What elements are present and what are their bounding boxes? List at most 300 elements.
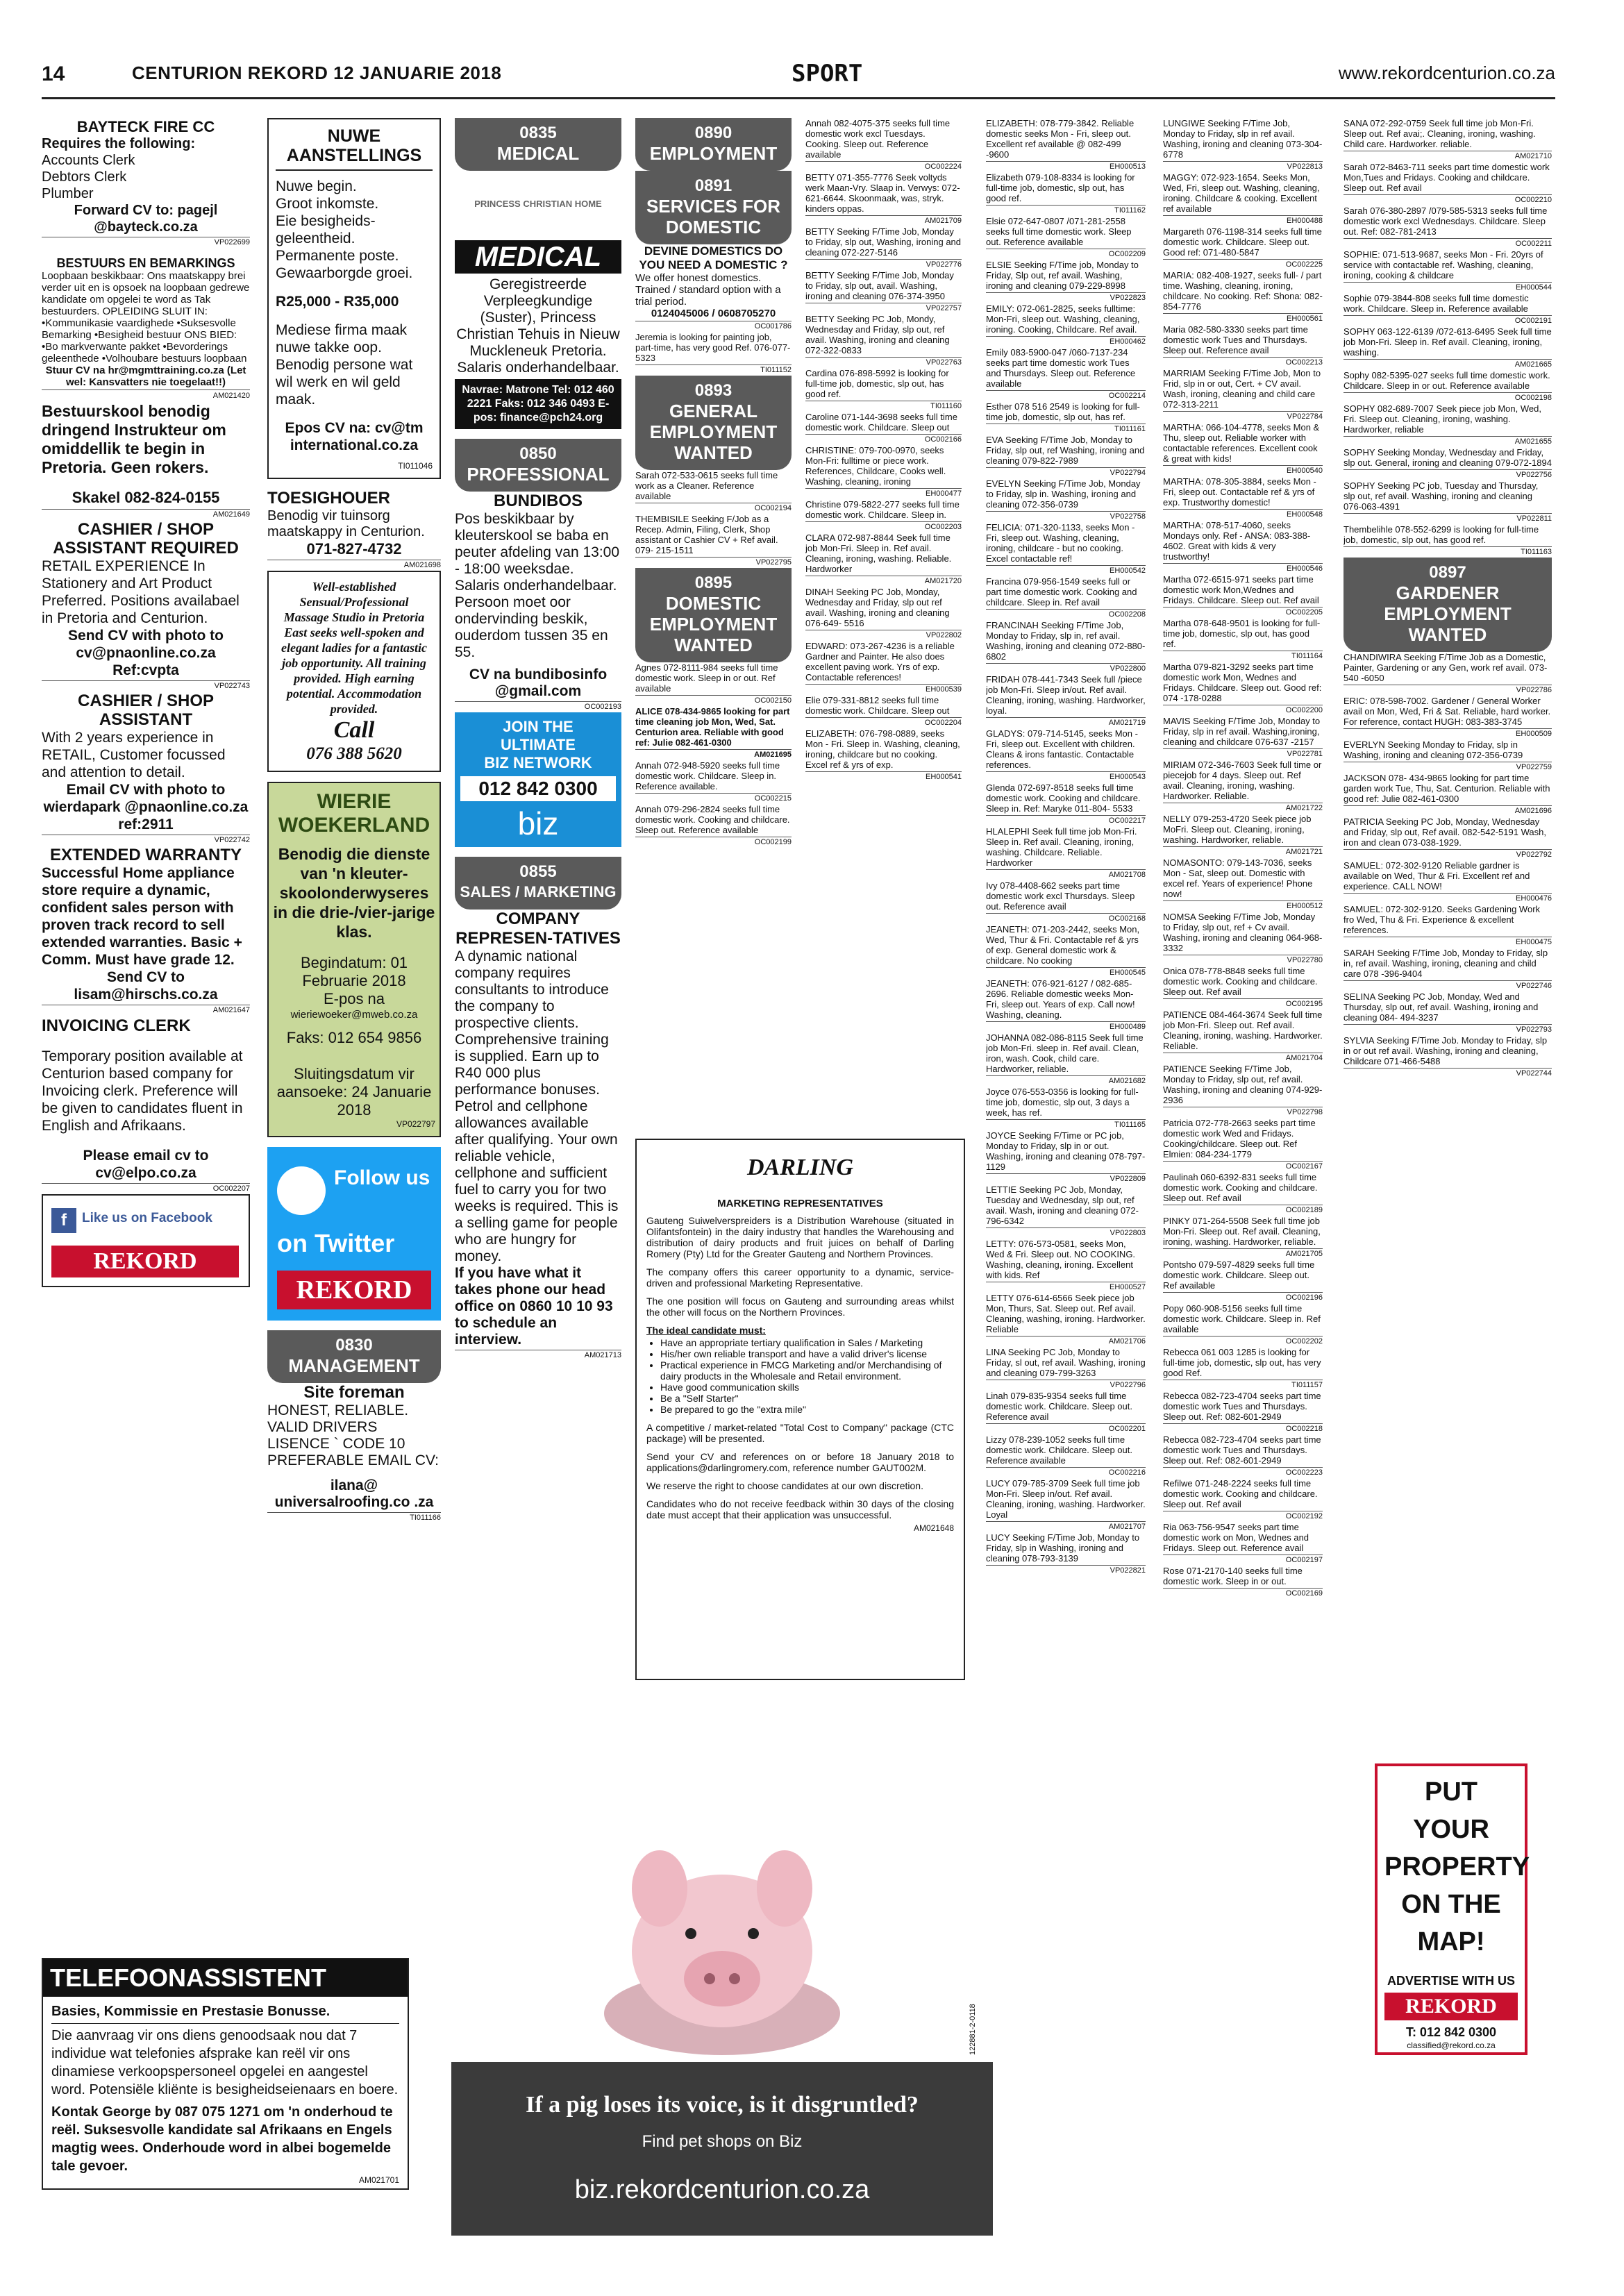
- ad-ref: OC002167: [1163, 1161, 1323, 1172]
- classified-ad: [1163, 1566, 1323, 1599]
- ad-body: Refilwe 071-248-2224 seeks full time domestic work. Cooking and childcare. Sleep out. Ref avail: [1163, 1478, 1318, 1509]
- ad-body: SARAH Seeking F/Time Job, Monday to Friday, slp in, ref avail. Washing, ironing, cleaning and child care 078 -396-9404: [1343, 948, 1548, 979]
- classified-ad: [986, 1130, 1146, 1184]
- ad-body: JEANETH: 071-203-2442, seeks Mon, Wed, Thur & Fri. Contactable ref & yrs of exp. General domestic work & childcare. No cooking: [986, 924, 1140, 966]
- classified-ad: [1343, 293, 1552, 326]
- ad-paragraph-6: We reserve the right to choose candidates at our own discretion.: [646, 1480, 923, 1491]
- requirements-list: [646, 1337, 954, 1415]
- classified-ad: [1343, 816, 1552, 860]
- ad-ref: VP022798: [1163, 1107, 1323, 1118]
- ad-ref: VP022800: [986, 663, 1146, 674]
- ad-body: Caroline 071-144-3698 seeks full time domestic work. Childcare. Sleep out: [805, 412, 957, 433]
- nuwe-line-1: Nuwe begin.: [276, 178, 357, 194]
- join-line-3: BIZ NETWORK: [484, 754, 592, 771]
- biz-url[interactable]: biz.rekordcenturion.co.za: [574, 2175, 870, 2204]
- ad-ref: OC002202: [1163, 1336, 1323, 1347]
- classified-ad: [1163, 1118, 1323, 1172]
- classified-ad: [986, 576, 1146, 620]
- ad-ref: TI011164: [1163, 651, 1323, 662]
- ad-body: Ria 063-756-9547 seeks part time domestic work on Mon, Wednes and Fridays. Sleep out. Reference avail: [1163, 1522, 1309, 1553]
- ad-ref: VP022763: [805, 357, 962, 368]
- classified-ad: [1163, 1064, 1323, 1118]
- twitter-label: on Twitter: [277, 1229, 395, 1257]
- classified-ad: [1343, 162, 1552, 206]
- classified-ad: [986, 522, 1146, 576]
- ad-body: CHANDIWIRA Seeking F/Time Job as a Domestic, Painter, Gardening or any Gen, work ref avail. 073-540 -6050: [1343, 652, 1548, 683]
- join-line-1: JOIN THE: [503, 718, 574, 735]
- wierie-title: WIERIE: [317, 790, 392, 813]
- ad-body: Annah 079-296-2824 seeks full time domestic work. Cooking and childcare. Sleep out. Reference available: [635, 804, 790, 835]
- classified-ad: [805, 533, 962, 587]
- nuwe-line-2: Groot inkomste.: [276, 196, 379, 212]
- property-headline: PUT YOUR PROPERTY ON THE MAP!: [1384, 1777, 1530, 1956]
- ad-ref: OC002194: [635, 503, 792, 514]
- ad-ref: AM021665: [1343, 359, 1552, 370]
- massage-ad: [267, 571, 441, 772]
- ad-body: SANA 072-292-0759 Seek full time job Mon-Fri. Sleep out. Ref avai;. Cleaning, ironing, washing. Child care. Hardworker. reliable.: [1343, 118, 1536, 149]
- ad-ref: EH000543: [986, 771, 1146, 782]
- bayteck-ad: [42, 118, 250, 248]
- website-link[interactable]: www.rekordcenturion.co.za: [1338, 62, 1555, 83]
- ad-heading: INVOICING CLERK: [42, 1016, 191, 1035]
- ad-body: Linah 079-835-9354 seeks full time domestic work. Childcare. Sleep out. Reference avail: [986, 1391, 1132, 1422]
- ad-contact: 071-827-4732: [306, 540, 402, 558]
- band-label: GARDENER EMPLOYMENT WANTED: [1384, 583, 1512, 645]
- classified-ad: [986, 1478, 1146, 1532]
- ad-ref: OC002208: [986, 609, 1146, 620]
- ad-contact: Please email cv to cv@elpo.co.za: [83, 1148, 209, 1181]
- classified-ad: [986, 478, 1146, 522]
- classified-ad: [805, 587, 962, 641]
- classified-ad: [986, 782, 1146, 826]
- classified-ad: [1163, 662, 1323, 716]
- ad-ref: VP022784: [1163, 411, 1323, 422]
- ad-body: Annah 082-4075-375 seeks full time domestic work excl Tuesdays. Cooking. Sleep out. Reference available: [805, 118, 951, 160]
- classified-ad: [805, 641, 962, 695]
- ad-ref: VP022823: [986, 292, 1146, 303]
- ad-body: Sarah 072-533-0615 seeks full time work as a Cleaner. Reference available: [635, 470, 778, 501]
- classified-ad: [1163, 422, 1323, 476]
- telefoon-ad: [42, 1958, 409, 2190]
- section-band-0893: [635, 376, 792, 470]
- column-4: [635, 118, 792, 1125]
- ad-ref: VP022821: [986, 1565, 1146, 1576]
- classified-ad: [1343, 118, 1552, 162]
- ad-ref: OC002211: [1343, 238, 1552, 249]
- ad-ref: AM021706: [986, 1336, 1146, 1347]
- classified-ad: [805, 314, 962, 368]
- ad-heading: CASHIER / SHOP ASSISTANT REQUIRED: [53, 520, 239, 558]
- ad-body: NOMSA Seeking F/Time Job, Monday to Friday, slp out, ref + Cv avail. Washing, ironing and cleaning 064-968- 3332: [1163, 912, 1323, 953]
- darling-ad: [635, 1139, 965, 1680]
- column-5: [805, 118, 962, 1146]
- ad-heading: BAYTECK FIRE CC: [76, 118, 215, 135]
- ad-body: BETTY Seeking F/Time Job, Monday to Friday, slp out, Washing, ironing and cleaning 072-227-5146: [805, 226, 962, 258]
- salary-range: R25,000 - R35,000: [276, 294, 399, 310]
- ad-body: Die aanvraag vir ons diens genoodsaak nou dat 7 individue wat telefonies afsprake kan reël vir ons dinamiese verkoopspersoneel opgelei en aangestel word. Potensiële kliënte is besigheidseienaars en boere.: [51, 2023, 399, 2099]
- band-number: 0897: [1429, 563, 1466, 582]
- ad-body: LETTY: 076-573-0581, seeks Mon, Wed & Fri. Sleep out. NO COOKING. Washing, cleaning, ironing. Excellent with kids. Ref: [986, 1239, 1136, 1280]
- ad-body: MARTHA: 078-305-3884, seeks Mon - Fri, sleep out. Contactable ref & yrs of exp. Trustworthy domestic!: [1163, 476, 1316, 508]
- classified-ad: [986, 216, 1146, 260]
- ad-body: SOPHY Seeking Monday, Wednesday and Friday, slp out. General, ironing and cleaning 079-072-1894: [1343, 447, 1552, 468]
- classified-ad: [986, 880, 1146, 924]
- classified-ad: [1163, 476, 1323, 520]
- ad-body: Rebecca 061 003 1285 is looking for full-time job, domestic, slp out, has very good Ref.: [1163, 1347, 1321, 1378]
- section-band-0897: [1343, 558, 1552, 652]
- classified-ad: [1343, 739, 1552, 773]
- band-number: 0891: [694, 176, 733, 195]
- ad-ref: OC002224: [805, 161, 962, 172]
- ad-ref: EH000544: [1343, 282, 1552, 293]
- classified-ad: [986, 401, 1146, 435]
- classified-ad: [805, 172, 962, 226]
- classified-ad: [986, 1532, 1146, 1576]
- ad-body: Temporary position available at Centurion based company for Invoicing clerk. Preference will be given to candidates fluent in English and Afrikaans.: [42, 1048, 243, 1134]
- ad-body: SOPHIE: 071-513-9687, seeks Mon - Fri. 20yrs of service with contactable ref. Washing, cleaning, ironing, cooking & childcare: [1343, 249, 1543, 280]
- medical-ad: [455, 240, 621, 429]
- classified-ad: [986, 1391, 1146, 1434]
- ad-body: Thembelihle 078-552-6299 is looking for full-time job, domestic, slp out, has good ref.: [1343, 524, 1539, 545]
- start-date: Begindatum: 01 Februarie 2018: [300, 954, 408, 989]
- ad-ref: EH000545: [986, 967, 1146, 978]
- ad-ref: OC001786: [635, 321, 792, 332]
- ad-body: SELINA Seeking PC Job, Monday, Wed and Thursday, slp out, ref avail. Washing, ironing and cleaning 084- 494-3237: [1343, 991, 1539, 1023]
- property-ad[interactable]: [1375, 1763, 1530, 2055]
- ad-subheading: Basies, Kommissie en Prestasie Bonusse.: [51, 2004, 330, 2019]
- ad-ref: AM021719: [986, 717, 1146, 728]
- ad-body: SOPHY Seeking PC job, Tuesday and Thursday, slp out, ref avail. Washing, ironing and cleaning 076-063-4391: [1343, 480, 1539, 512]
- facebook-label: Like us on Facebook: [82, 1211, 212, 1225]
- section-band-0890: [635, 118, 792, 171]
- bestuurskool-ad: [42, 402, 250, 520]
- ad-body: LETTY 076-614-6566 Seek piece job Mon, Thurs, Sat. Sleep out. Ref avail. Cleaning, washing, ironing. Hardworker. Reliable: [986, 1293, 1146, 1334]
- classified-ad: [805, 695, 962, 728]
- ad-paragraph-2: The company offers this career opportunity to a dynamic, service-driven and professional Marketing Representative.: [646, 1266, 954, 1289]
- ad-ref: VP022742: [42, 835, 250, 846]
- classified-ad: [1163, 966, 1323, 1009]
- ad-body: ELIZABETH: 078-779-3842. Reliable domestic seeks Mon - Fri, sleep out. Excellent ref available @ 082-499 -9600: [986, 118, 1135, 160]
- ad-heading: NUWE AANSTELLINGS: [276, 126, 433, 171]
- column-8-ads-bottom: [1343, 652, 1552, 1079]
- ad-ref: OC002196: [1163, 1292, 1323, 1303]
- ad-body: Popy 060-908-5156 seeks full time domestic work. Childcare. Sleep in. Ref available: [1163, 1303, 1321, 1334]
- ad-body: BETTY Seeking F/Time Job, Monday to Friday, slp out, avail. Washing, ironing and cleaning 076-374-3950: [805, 270, 954, 301]
- section-band-0855: [455, 857, 621, 910]
- classified-ad: [1343, 948, 1552, 991]
- ad-contact: Send CV with photo to cv@pnaonline.co.za Ref:cvpta: [68, 628, 224, 678]
- ad-ref: AM021649: [42, 509, 250, 520]
- ad-ref: TI011166: [267, 1512, 441, 1523]
- ad-paragraph-5: Send your CV and references on or before 18 January 2018 to applications@darlingromery.com, reference number GAUT002M.: [646, 1451, 954, 1473]
- ad-contact: Kontak George by 087 075 1271 om 'n onderhoud te reël. Suksesvolle kandidate sal Afrikaans en Engels magtig wees. Onderhoude word in albei bogemelde tale gevoer.: [51, 2104, 393, 2174]
- ad-body: NOMASONTO: 079-143-7036, seeks Mon - Sat, sleep out. Domestic with excel ref. Years of experience! Phone now!: [1163, 857, 1313, 899]
- ad-body: HLALEPHI Seek full time job Mon-Fri. Sleep in. Ref avail. Cleaning, ironing, washing. Childcare. Reliable. Hardworker: [986, 826, 1137, 868]
- ad-body: CLARA 072-987-8844 Seek full time job Mon-Fri. Sleep in. Ref avail. Cleaning, ironing, washing. Reliable. Hardworker: [805, 533, 952, 574]
- ad-ref: EH000462: [986, 336, 1146, 347]
- ad-ref: VP022813: [1163, 161, 1323, 172]
- band-label: MEDICAL: [496, 143, 580, 164]
- ad-ref: OC002200: [1163, 705, 1323, 716]
- ad-heading: DEVINE DOMESTICS DO YOU NEED A DOMESTIC ?: [639, 244, 788, 271]
- section-band-0835: [455, 118, 621, 171]
- ad-ref: AM021707: [986, 1521, 1146, 1532]
- darling-logo: DARLING: [746, 1155, 854, 1180]
- ad-ref: OC002192: [1163, 1511, 1323, 1522]
- pig-illustration: [451, 1777, 993, 2069]
- ad-body: EVA Seeking F/Time Job, Monday to Friday, slp out, ref Washing, ironing and cleaning 079-822-7989: [986, 435, 1145, 466]
- ad-body: Lizzy 078-239-1052 seeks full time domestic work. Childcare. Sleep out. Reference available: [986, 1434, 1132, 1466]
- ad-body: Loopbaan beskikbaar: Ons maatskappy brei verder uit en is opsoek na loopbaan gedrewe kandidate om opgelei te word as Tak bestuurders. OPLEIDING SLUIT IN: •Kommunikasie vaardighede •Suksesvolle Bemarking •Besigheid bestuur ONS BIED: •Bo markverwante pakket •Bevorderings geleenthede •Volhoubare bestuurs loopbaan: [42, 270, 250, 364]
- ad-body: JEANETH: 076-921-6127 / 082-685-2696. Reliable domestic weeks Mon-Fri, sleep out. Years of exp. Call now! Washing, cleaning.: [986, 978, 1135, 1020]
- classified-ad: [1163, 1303, 1323, 1347]
- twitter-icon: [277, 1166, 326, 1215]
- ad-body: Mediese firma maak nuwe takke oop. Benodig persone wat wil werk en wil geld maak.: [276, 322, 413, 408]
- ad-body: NELLY 079-253-4720 Seek piece job MoFri. Sleep out. Cleaning, ironing, washing. Hardworker, reliable.: [1163, 814, 1312, 845]
- ad-body: BETTY Seeking PC Job, Mondy, Wednesday and Friday, slp out, ref avail. Washing, ironing and cleaning 072-322-0833: [805, 314, 950, 355]
- ad-ref: OC002168: [986, 913, 1146, 924]
- ad-ref: OC002205: [1163, 607, 1323, 618]
- ad-ref: EH000546: [1163, 563, 1323, 574]
- nuwe-line-4: Permanente poste.: [276, 248, 399, 264]
- ad-ref: AM021710: [1343, 151, 1552, 162]
- ad-body: EVELYN Seeking F/Time Job, Monday to Friday, slp in. Washing, ironing and cleaning 072-356-0739: [986, 478, 1141, 510]
- classified-ad: [805, 118, 962, 172]
- band-number: 0830: [335, 1336, 373, 1355]
- nuwe-line-3: Eie besigheids-geleentheid.: [276, 213, 376, 246]
- classified-ad: [986, 260, 1146, 303]
- band-label: EMPLOYMENT: [649, 143, 778, 164]
- ad-body: Emily 083-5900-047 /060-7137-234 seeks part time domestic work Tues and Thursdays. Sleep out. Reference available: [986, 347, 1136, 389]
- ad-body: Martha 072-6515-971 seeks part time domestic work Mon,Wednes and Fridays. Childcare. Sleep out. Ref avail: [1163, 574, 1319, 605]
- band-label: DOMESTIC EMPLOYMENT WANTED: [649, 593, 778, 655]
- ad-body: Rebecca 082-723-4704 seeks part time domestic work Tues and Thursdays. Sleep out. Ref: 082-601-2949: [1163, 1434, 1321, 1466]
- ad-ref: EH000540: [1163, 465, 1323, 476]
- ad-ref: OC002166: [805, 434, 962, 445]
- ad-ref: EH000548: [1163, 509, 1323, 520]
- ad-body: JACKSON 078- 434-9865 looking for part time garden work Tue, Thu, Sat. Centurion. Reliable with good ref: Julie 082-461-0300: [1343, 773, 1550, 804]
- band-number: 0835: [519, 124, 557, 142]
- classified-ad: [1343, 904, 1552, 948]
- ad-body: RETAIL EXPERIENCE In Stationery and Art Product Preferred. Positions availabael in Pretoria and Centurion.: [42, 558, 240, 626]
- ad-ref: AM021420: [42, 389, 250, 402]
- classified-ad: [805, 412, 962, 445]
- ad-body: MARTHA: 066-104-4778, seeks Mon & Thu, sleep out. Reliable worker with contactable references. Excellent cook & great with kids!: [1163, 422, 1320, 464]
- classified-ad: [1343, 447, 1552, 480]
- classified-ad: [1163, 1172, 1323, 1216]
- classified-ad: [1343, 249, 1552, 293]
- ad-ref: AM021682: [986, 1075, 1146, 1087]
- classified-ad: [1163, 1347, 1323, 1391]
- ad-heading: EXTENDED WARRANTY: [49, 846, 242, 864]
- ad-body: Sophy 082-5395-027 seeks full time domestic work. Childcare. Sleep in or out. Reference available: [1343, 370, 1550, 391]
- ad-fax: Faks: 012 654 9856: [286, 1029, 422, 1046]
- bayteck-line-1: Requires the following:: [42, 136, 196, 151]
- property-email[interactable]: classified@rekord.co.za: [1407, 2041, 1496, 2050]
- ad-ref: OC002223: [1163, 1467, 1323, 1478]
- ad-ref: TI011163: [1343, 546, 1552, 558]
- ad-ref: EH000477: [805, 488, 962, 499]
- toesig-ad: [267, 489, 441, 571]
- ad-paragraph-4: A competitive / market-related "Total Cost to Company" package (CTC package) will be presented.: [646, 1422, 954, 1444]
- column-6: [986, 118, 1146, 2208]
- twitter-promo[interactable]: [267, 1147, 441, 1321]
- ad-ref: VP022795: [635, 557, 792, 568]
- email-label: E-pos na: [323, 990, 385, 1007]
- ad-ref: EH000513: [986, 161, 1146, 172]
- ad-ref: OC002214: [986, 390, 1146, 401]
- ad-body: Well-established Sensual/Professional Massage Studio in Pretoria East seeks well-spoken and elegant ladies for a fantastic job opportunity. All training provided. High earning potential. Accommodation provided.: [281, 580, 427, 716]
- ad-ref: VP022793: [1343, 1024, 1552, 1035]
- column-1: [42, 118, 250, 2187]
- join-line-2: ULTIMATE: [501, 736, 576, 753]
- classified-ad: [805, 728, 962, 782]
- agnes-ad: [635, 662, 792, 706]
- ad-body: Bestuurskool benodig dringend Instrukteur om omiddellik te begin in Pretoria. Geen rokers.: [42, 402, 226, 476]
- ad-heading: TELEFOONASSISTENT: [43, 1959, 408, 1997]
- ad-body: SAMUEL: 072-302-9120 Reliable gardner is available on Wed, Thur & Fri. Excellent ref and experience. CALL NOW!: [1343, 860, 1530, 891]
- ad-ref: VP022781: [1163, 748, 1323, 760]
- ad-ref: VP022780: [1163, 955, 1323, 966]
- ad-ref: OC002207: [42, 1183, 250, 1194]
- ad-ref: VP022811: [1343, 513, 1552, 524]
- ad-contact: Navrae: Matrone Tel: 012 460 2221 Faks: 012 346 0493 E-pos: finance@pch24.org: [455, 379, 621, 429]
- ad-body: HONEST, RELIABLE. VALID DRIVERS LISENCE ` CODE 10 PREFERABLE EMAIL CV:: [267, 1402, 440, 1468]
- ad-contact: ilana@ universalroofing.co .za: [274, 1477, 434, 1510]
- ad-ref: OC002195: [1163, 998, 1323, 1009]
- ad-body: CHRISTINE: 079-700-0970, seeks Mon-Fri: fulltime or piece work. References, Childcare, Cooks well. Washing, cleaning, ironing: [805, 445, 946, 487]
- classified-ad: [986, 728, 1146, 782]
- ad-body: LUCY Seeking F/Time Job, Monday to Friday, slp in Washing, ironing and cleaning 078-793-3139: [986, 1532, 1140, 1564]
- ad-body: FELICIA: 071-320-1133, seeks Mon - Fri, sleep out. Washing, cleaning, ironing, childcare - but no cooking. Excel contactable ref!: [986, 522, 1135, 564]
- pig-headline: If a pig loses its voice, is it disgruntled?: [526, 2092, 919, 2118]
- classified-ad: [1343, 524, 1552, 558]
- ad-ref: VP022803: [986, 1227, 1146, 1239]
- ad-ref: AM021722: [1163, 803, 1323, 814]
- classified-ad: [1163, 226, 1323, 270]
- ad-ref: OC002189: [1163, 1205, 1323, 1216]
- classified-ad: [1163, 368, 1323, 422]
- classified-ad: [805, 368, 962, 412]
- ad-body: We offer honest domestics. Trained / standard option with a trial period.: [635, 272, 781, 308]
- classified-ad: [1343, 991, 1552, 1035]
- ad-ref: AM021721: [1163, 846, 1323, 857]
- ad-ref: EH000488: [1163, 215, 1323, 226]
- ad-body: Sarah 072-8463-711 seeks part time domestic work Mon,Tues and Fridays. Cooking and childcare. Sleep out. Ref avail: [1343, 162, 1550, 193]
- ad-body: Patricia 072-778-2663 seeks part time domestic work Wed and Fridays. Cooking/childcare. Sleep out. Ref Elmien: 084-234-1779: [1163, 1118, 1316, 1159]
- classified-ad: [986, 1032, 1146, 1087]
- ad-ref: EH000509: [1343, 728, 1552, 739]
- foreman-ad: [267, 1383, 441, 1523]
- join-phone: 012 842 0300: [460, 776, 616, 801]
- classified-ad: [1163, 857, 1323, 912]
- ad-body: LUNGIWE Seeking F/Time Job, Monday to Friday, slp in ref avail. Washing, ironing and cleaning 073-304-6778: [1163, 118, 1323, 160]
- property-phone: T: 012 842 0300: [1405, 2025, 1497, 2039]
- requirement-item: • Have an appropriate tertiary qualification in Sales / Marketing: [660, 1337, 954, 1348]
- ad-ref: VP022809: [986, 1173, 1146, 1184]
- bundibos-ad: [455, 492, 621, 712]
- classified-ad: [1343, 652, 1552, 696]
- ad-call: Call: [333, 717, 375, 743]
- ad-ref: OC002213: [1163, 357, 1323, 368]
- ad-ref: EH000512: [1163, 900, 1323, 912]
- ad-ref: OC002199: [635, 837, 792, 848]
- classified-ad: [1163, 520, 1323, 574]
- wierie-subtitle: WOEKERLAND: [278, 814, 430, 837]
- ad-body: PATIENCE Seeking F/Time Job, Monday to Friday, slp out, ref avail. Washing, ironing and cleaning 074-929- 2936: [1163, 1064, 1323, 1105]
- annah-ad-1: [635, 760, 792, 804]
- ad-body: GLADYS: 079-714-5145, seeks Mon - Fri, sleep out. Excellent with children. Cleans & irons fantastic. Contactable references.: [986, 728, 1138, 770]
- column-8-ads-top: [1343, 118, 1552, 558]
- classified-ad: [986, 435, 1146, 478]
- ad-body: Martha 078-648-9501 is looking for full-time job, domestic, slp out, has good ref.: [1163, 618, 1321, 649]
- ad-body: PATRICIA Seeking PC Job, Monday, Wednesday and Friday, slp out, Ref avail. 082-542-5191 Wash, iron and clean 073-038-1929.: [1343, 816, 1546, 848]
- ad-ref: AM021705: [1163, 1248, 1323, 1259]
- ad-ref: VP022758: [986, 511, 1146, 522]
- thembisile-ad: [635, 514, 792, 568]
- ad-body: Pontsho 079-597-4829 seeks full time domestic work. Childcare. Sleep out. Ref available: [1163, 1259, 1315, 1291]
- ad-ref: OC002193: [455, 701, 621, 712]
- classified-ad: [805, 226, 962, 270]
- column-2: [267, 118, 441, 1937]
- rekord-logo: REKORD: [51, 1246, 239, 1277]
- ad-body: Francina 079-956-1549 seeks full or part time domestic work. Cooking and childcare. Sleep in. Ref avail: [986, 576, 1137, 607]
- band-label: SALES / MARKETING: [460, 883, 617, 900]
- section-band-0830: [267, 1330, 441, 1383]
- classified-ad: [805, 270, 962, 314]
- ad-ref: EH000489: [986, 1021, 1146, 1032]
- ad-ref: OC002217: [986, 815, 1146, 826]
- ad-ref: OC002215: [635, 793, 792, 804]
- bayteck-line-2: Accounts Clerk: [42, 153, 135, 168]
- facebook-promo[interactable]: [42, 1194, 250, 1287]
- ad-body: Benodig die dienste van 'n kleuter-skoolonderwyseres in die drie-/vier-jarige klas.: [273, 845, 435, 941]
- ad-ref: TI011046: [398, 461, 433, 471]
- ad-paragraph-7: Candidates who do not receive feedback within 30 days of the closing date must accept that their application was unsuccessful.: [646, 1498, 954, 1520]
- ad-contact: 0124045006 / 0608705270: [651, 308, 776, 319]
- ad-ref: TI011162: [986, 205, 1146, 216]
- ad-paragraph-1: Gauteng Suiwelverspreiders is a Distribution Warehouse (situated in Olifantsfontein) in the dairy industry that handles the Warehousing and distribution of dairy products and fruit juices on behalf of Darling Romery (Pty) Ltd for the Greater Gauteng and Northern Provinces.: [646, 1215, 954, 1259]
- ad-body: Sarah 076-380-2897 /079-585-5313 seeks full time domestic work excl Wednesdays. Childcare. Sleep out. Ref: 082-781-2413: [1343, 206, 1548, 237]
- ad-heading: Site foreman: [303, 1383, 405, 1402]
- ad-ref: TI011160: [805, 401, 962, 412]
- ad-body: Jeremia is looking for painting job, part-time, has very good Ref. 076-077-5323: [635, 332, 791, 363]
- ad-ref: TI011165: [986, 1119, 1146, 1130]
- ad-body: JOYCE Seeking F/Time or PC job, Monday to Friday, slp in or out. Washing, ironing and cleaning 078-797- 1129: [986, 1130, 1146, 1172]
- ad-ref: OC002191: [1343, 315, 1552, 326]
- ad-body: Elie 079-331-8812 seeks full time domestic work. Childcare. Sleep out: [805, 695, 950, 716]
- ad-body: THEMBISILE Seeking F/Job as a Recep. Admin, Filing, Clerk, Shop assistant or Cashier CV + Ref avail. 079- 215-1511: [635, 514, 778, 555]
- ad-ref: EH000542: [986, 565, 1146, 576]
- ad-contact: Stuur CV na hr@mgmttraining.co.za (Let wel: Kansvatters nie toegelaat!!): [45, 364, 246, 388]
- classified-ad: [1163, 1391, 1323, 1434]
- join-biz-promo[interactable]: [455, 712, 621, 847]
- ad-email[interactable]: wieriewoeker@mweb.co.za: [290, 1009, 418, 1021]
- classified-ad: [986, 1293, 1146, 1347]
- ad-ref: AM021708: [986, 869, 1146, 880]
- princess-christian-logo: PRINCESS CHRISTIAN HOME: [474, 199, 602, 209]
- classified-ad: [805, 499, 962, 533]
- pig-promo-band[interactable]: [451, 2062, 993, 2236]
- ad-contact: Send CV to lisam@hirschs.co.za: [74, 969, 218, 1003]
- ad-ref: VP022746: [1343, 980, 1552, 991]
- band-number: 0890: [694, 124, 733, 142]
- ad-ref: EH000475: [1343, 937, 1552, 948]
- ad-body: MAVIS Seeking F/Time Job, Monday to Friday, slp in ref avail. Washing,ironing, cleaning and childcare 076-637 -2157: [1163, 716, 1321, 747]
- ad-body: Pos beskikbaar by kleuterskool se baba en peuter afdeling van 13:00 - 18:00 weeksdae. Salaris onderhandelbaar. Persoon moet oor ondervinding beskik, ouderdom tussen 35 en 55.: [455, 511, 620, 660]
- classified-ad: [986, 303, 1146, 347]
- rekord-logo: REKORD: [1384, 1993, 1518, 2020]
